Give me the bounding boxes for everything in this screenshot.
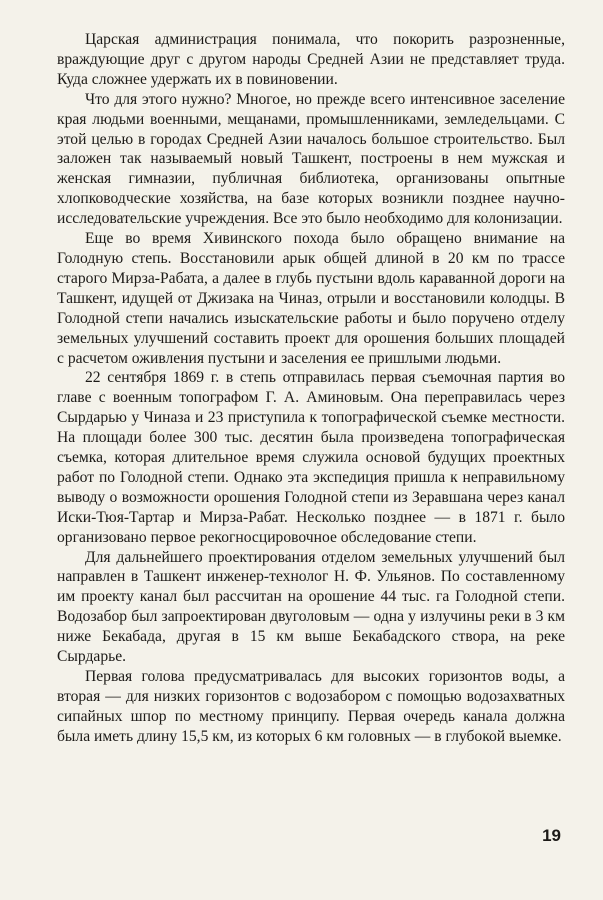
paragraph-2: Что для этого нужно? Многое, но прежде всего интенсивное заселение края людьми военными, мещанами, промышленниками, земледельцами. С этой целью в городах Средней Азии началось большое строительство. Был заложен так называемый новый Ташкент, построены в нем мужская и женская гимназии, публичная библиотека, организованы опытные хлопководческие хозяйства, на базе которых возникли позднее научно-исследовательские учреждения. Все это было необходимо для колонизации. xyxy=(57,90,565,228)
paragraph-5: Для дальнейшего проектирования отделом земельных улучшений был направлен в Ташкент инженер-технолог Н. Ф. Ульянов. По составленному им проекту канал был рассчитан на орошение 44 тыс. га Голодной степи. Водозабор был запроектирован двуголовым — одна у излучины реки в 3 км ниже Бекабада, другая в 15 км выше Бекабадского створа, на реке Сырдарье. xyxy=(57,548,565,666)
page-number: 19 xyxy=(542,826,561,845)
paragraph-6: Первая голова предусматривалась для высоких горизонтов воды, а вторая — для низких горизонтов с водозабором с помощью водозахватных сипайных шпор по местному принципу. Первая очередь канала должна была иметь длину 15,5 км, из которых 6 км головных — в глубокой выемке. xyxy=(57,668,565,745)
paragraph-3: Еще во время Хивинского похода было обращено внимание на Голодную степь. Восстановили арык общей длиной в 20 км по трассе старого Мирза-Рабата, а далее в глубь пустыни вдоль караванной дороги на Ташкент, идущей от Джизака на Чиназ, отрыли и восстановили колодцы. В Голодной степи начались изыскательские работы и было поручено отделу земельных улучшений составить проект для орошения больших площадей с расчетом оживления пустыни и заселения ее пришлыми людьми. xyxy=(57,230,565,367)
paragraph-1: Царская администрация понимала, что покорить разрозненные, враждующие друг с другом народы Средней Азии не представляет труда. Куда сложнее удержать их в повиновении. xyxy=(57,31,565,88)
page-body xyxy=(57,30,565,747)
paragraph-4: 22 сентября 1869 г. в степь отправилась первая съемочная партия во главе с военным топографом Г. А. Аминовым. Она переправилась через Сырдарью у Чиназа и 23 приступила к топографической съемке местности. На площади более 300 тыс. десятин была произведена топографическая съемка, которая длительное время служила основой будущих проектных работ по Голодной степи. Однако эта экспедиция пришла к неправильному выводу о возможности орошения Голодной степи из Зеравшана через канал Иски-Тюя-Тартар и Мирза-Рабат. Несколько позднее — в 1871 г. было организовано первое рекогносцировочное обследование степи. xyxy=(57,369,565,546)
